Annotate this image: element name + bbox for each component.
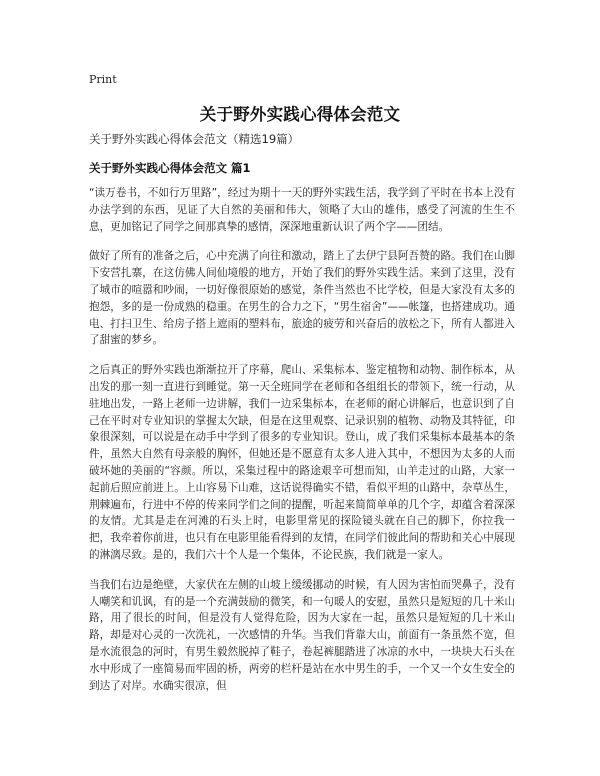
- paragraph-4: 当我们右边是绝壁，大家伏在左侧的山坡上缓缓挪动的时候，有人因为害怕而哭鼻子，没有人嘲笑和讥讽，有的是一个充满鼓励的微笑，和一句暖人的安慰，虽然只是短短的几十米山路，用了很长的时间，但是没有人觉得危险，因为大家在一起，虽然只是短短的几十米山路，却是对心灵的一次洗礼，一次感情的升华。当我们背靠大山，前面有一条虽然不宽，但是水流很急的河时，有男生毅然脱掉了鞋子，卷起裤腿踏进了冰凉的水中，一块块大石头在水中形成了一座简易而牢固的桥，两旁的栏杆是站在水中男生的手，一个又一个女生安全的到达了对岸。水确实很凉，但: [89, 578, 515, 692]
- paragraph-3: 之后真正的野外实践也渐渐拉开了序幕，爬山、采集标本、鉴定植物和动物、制作标本，从出发的那一刻一直进行到睡觉。第一天全班同学在老师和各组组长的带领下，统一行动，从驻地出发，一路上老师一边讲解，我们一边采集标本，在老师的耐心讲解后，也意识到了自己在平时对专业知识的掌握太欠缺，但是在这里观察、记录识别的植物、动物及其特征，印象很深刻，可以说是在动手中学到了很多的专业知识。登山，成了我们采集标本最基本的条件，虽然大自然有母亲般的胸怀，但她还是不愿意有太多人进入其中，不想因为太多的人而破坏她的美丽的“容颜。所以，采集过程中的路途艰辛可想而知，山羊走过的山路，大家一起前后照应前进上。上山容易下山难，这话说得确实不错，看似平坦的山路中，杂草丛生，荆棘遍布，行进中不停的传来同学们之间的提醒，听起来简简单单的几个字，却蕴含着深深的友情。尤其是走在河滩的石头上时，电影里常见的探险镜头就在自己的脚下，你拉我一把，我牵着你前进，也只有在电影里能看得到的友情，在同学们彼此间的帮助和关心中展现的淋漓尽致。是的，我们六十个人是一个集体，不论民族，我们就是一家人。: [89, 364, 515, 561]
- paragraph-1: “读万卷书，不如行万里路”，经过为期十一天的野外实践生活，我学到了平时在书本上没有办法学到的东西，见证了大自然的美丽和伟大，领略了大山的雄伟，感受了河流的生生不息，更加铭记了同学之间那真挚的感情，深深地重新认识了两个字——团结。: [89, 187, 515, 233]
- paragraph-2: 做好了所有的准备之后，心中充满了向往和激动，踏上了去伊宁县阿吾赞的路。我们在山脚下安营扎寨，在这仿佛人间仙境般的地方，开始了我们的野外实践生活。来到了这里，没有了城市的喧嚣和吵闹，一切好像很原始的感觉，条件当然也不比学校，但是大家没有太多的抱怨，多的是一份成熟的稳重。在男生的合力之下，“男生宿舍”——帐篷，也搭建成功。通电、打扫卫生、给房子搭上遮雨的塑料布，旅途的疲劳和兴奋后的放松之下，所有人都进入了甜蜜的梦乡。: [89, 250, 515, 347]
- document-subtitle: 关于野外实践心得体会范文（精选19篇）: [89, 132, 300, 146]
- section-heading: 关于野外实践心得体会范文 篇1: [89, 161, 251, 175]
- page-title: 关于野外实践心得体会范文: [199, 105, 401, 124]
- print-link[interactable]: Print: [89, 73, 117, 86]
- article-body: [89, 185, 515, 707]
